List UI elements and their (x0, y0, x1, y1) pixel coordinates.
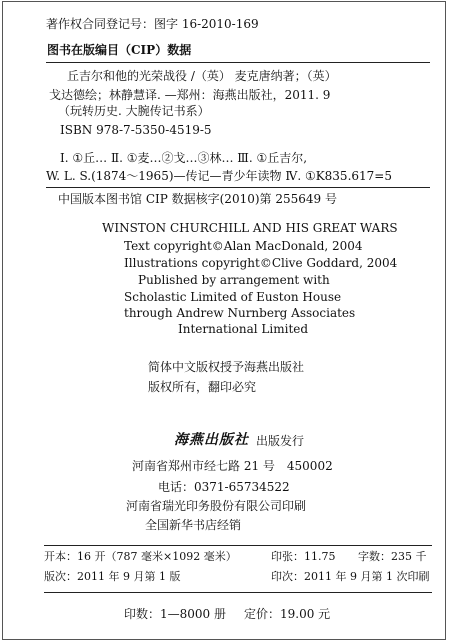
spec-edition: 版次：2011 年 9 月第 1 版 (44, 570, 181, 583)
rights-line-2: 版权所有，翻印必究 (148, 380, 257, 394)
publisher-logo: 海燕出版社 (174, 432, 249, 448)
english-title: WINSTON CHURCHILL AND HIS GREAT WARS (102, 221, 398, 235)
illustrations-copyright: Illustrations copyright©Clive Goddard, 2004 (124, 256, 398, 270)
published-line-3: through Andrew Nurnberg Associates (124, 306, 356, 320)
cip-bottom-rule (46, 187, 430, 188)
spec-printing: 印次：2011 年 9 月第 1 次印刷 (271, 570, 430, 583)
cip-heading: 图书在版编目（CIP）数据 (47, 43, 192, 57)
cip-classification-1: Ⅰ. ①丘… Ⅱ. ①麦…②戈…③林… Ⅲ. ①丘吉尔, (60, 151, 308, 165)
cip-isbn: ISBN 978-7-5350-4519-5 (60, 123, 212, 137)
spec-price: 定价：19.00 元 (244, 607, 331, 621)
text-copyright: Text copyright©Alan MacDonald, 2004 (124, 239, 363, 253)
cip-classification-2: W. L. S.(1874～1965)—传记—青少年读物 Ⅳ. ①K835.617=5 (46, 169, 392, 183)
publisher-address: 河南省郑州市经七路 21 号 450002 (132, 459, 333, 473)
spec-print-run: 印数：1—8000 册 (124, 607, 226, 621)
cip-top-rule (46, 62, 430, 63)
cip-line-2: 戈达德绘；林静慧译. —郑州：海燕出版社，2011. 9 (49, 88, 331, 102)
spec-words: 字数：235 千 (358, 550, 427, 563)
published-line-2: Scholastic Limited of Euston House (124, 290, 342, 304)
cip-line-3: （玩转历史. 大腕传记书系） (58, 104, 210, 118)
spec-sheets: 印张：11.75 (271, 550, 336, 563)
rights-line-1: 简体中文版权授予海燕出版社 (148, 360, 305, 374)
copyright-registration: 著作权合同登记号：图字 16-2010-169 (46, 17, 259, 31)
spec-format: 开本：16 开（787 毫米×1092 毫米） (44, 550, 237, 563)
cip-core-number: 中国版本图书馆 CIP 数据核字(2010)第 255649 号 (58, 192, 337, 206)
specs-bottom-rule (44, 592, 432, 593)
cip-line-1: 丘吉尔和他的光荣战役 /（英） 麦克唐纳著；（英） (67, 69, 337, 83)
published-line-4: International Limited (178, 322, 309, 336)
published-line-1: Published by arrangement with (138, 273, 330, 287)
publisher-suffix: 出版发行 (256, 434, 305, 448)
publisher-phone: 电话：0371-65734522 (158, 480, 290, 494)
specs-top-rule (44, 545, 432, 546)
distributor: 全国新华书店经销 (145, 518, 242, 532)
printer: 河南省瑞光印务股份有限公司印刷 (126, 499, 307, 513)
